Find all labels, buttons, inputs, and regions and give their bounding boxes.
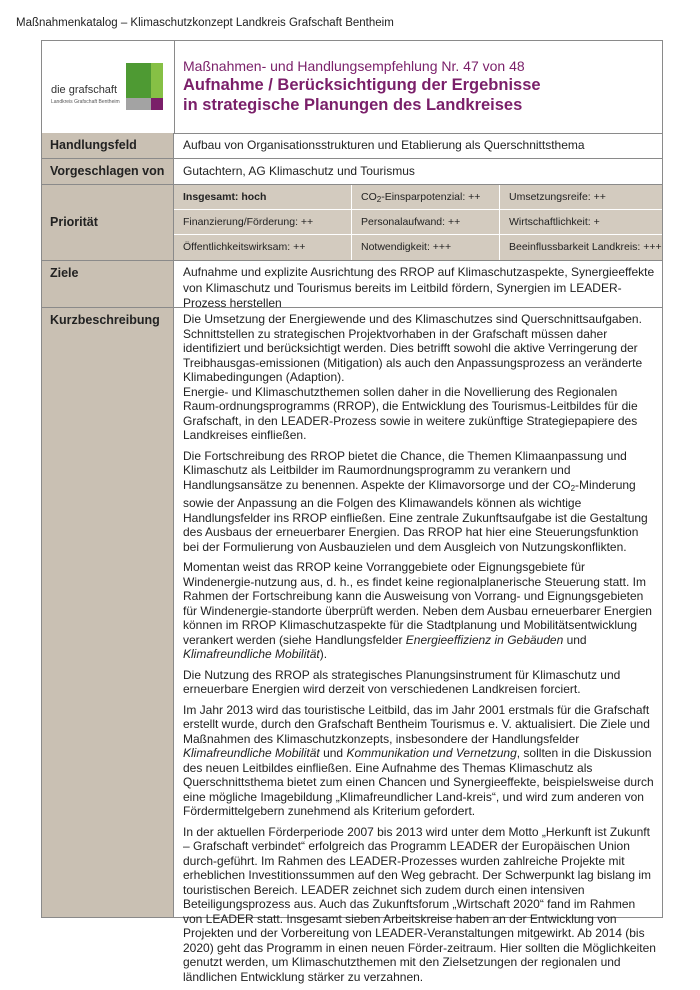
paragraph-text: Energie- und Klimaschutzthemen sollen daher in die Novellierung des Regionalen Raum-ordnungsprogramms (RROP), die Entwicklung des Tourismus-Leitbildes für die Grafschaft, in den LEADER-Prozess sowie in weitere zukünftige Strategiepapiere des Landkreises einfließen. [183, 384, 638, 442]
logo-square-green-light [151, 63, 163, 98]
paragraph-text: , sollten in die Diskussion des neuen Leitbildes einfließen. Eine Aufnahme des Themas Klimaschutz als Querschnittsthema bietet zum einen Chancen und Synergieeffekte, beispielsweise durch eine mögliche Imagebildung „Klimafreundlicher Land-kreis“, und wird zum anderen von Fördermittelgebern zunehmend als Kriterium gefordert. [183, 746, 654, 818]
label-prioritaet: Priorität [50, 215, 98, 229]
paragraph-text: und [563, 632, 587, 647]
paragraph-text: Im Jahr 2013 wird das touristische Leitbild, das im Jahr 2001 erstmals für die Grafschaft erstellt wurde, durch den Grafschaft Bentheim Tourismus e. V. aktualisiert. Die Ziele und Maßnahmen des Klimaschutzkonzepts, insbesondere der Handlungsfelder [183, 702, 650, 746]
paragraph-text: Die Nutzung des RROP als strategisches Planungsinstrument für Klimaschutz und erneuerbare Energien wird derzeit von verschiedenen Landkreisen forciert. [183, 667, 621, 696]
priority-co2 [352, 185, 500, 210]
priority-wirtschaftlichkeit: Wirtschaftlichkeit: + [500, 210, 662, 235]
priority-personalaufwand: Personalaufwand: ++ [352, 210, 500, 235]
value-handlungsfeld: Aufbau von Organisationsstrukturen und Etablierung als Querschnittsthema [183, 138, 585, 152]
page-title-line2: in strategische Planungen des Landkreises [183, 96, 523, 114]
page-header: Maßnahmenkatalog – Klimaschutzkonzept Landkreis Grafschaft Bentheim [16, 17, 394, 29]
priority-beeinflussbarkeit: Beeinflussbarkeit Landkreis: +++ [509, 241, 662, 253]
logo [42, 41, 175, 133]
heading [183, 58, 653, 115]
priority-grid [174, 185, 662, 260]
paragraph-text: Die Fortschreibung des RROP bietet die Chance, die Themen Klimaanpassung und Klimaschutz als Leitbilder im Raumordnungsprogramm zu verankern und Handlungsansätze zu benennen. Aspekte der Klimavorsorge und der CO [183, 448, 627, 492]
priority-notwendigkeit: Notwendigkeit: +++ [352, 235, 500, 260]
logo-subline: Landkreis Grafschaft Bentheim [51, 99, 120, 105]
co2-text: CO [361, 191, 377, 203]
row-ziele [42, 261, 662, 308]
label-cell [42, 133, 174, 158]
label-cell [42, 261, 174, 307]
description-body [183, 312, 656, 990]
row-kurzbeschreibung [42, 308, 662, 984]
value-vorgeschlagen: Gutachtern, AG Klimaschutz und Tourismus [183, 164, 415, 178]
emphasis: Klimafreundliche Mobilität [183, 647, 320, 661]
co2-subscript: 2 [570, 483, 576, 493]
paragraph [183, 703, 656, 819]
priority-oeffentlichkeit: Öffentlichkeitswirksam: ++ [174, 235, 352, 260]
emphasis: Energieeffizienz in Gebäuden [405, 632, 564, 647]
paragraph-text: ). [319, 647, 328, 661]
label-kurzbeschreibung: Kurzbeschreibung [50, 313, 160, 327]
row-prioritaet [42, 185, 662, 261]
priority-overall: Insgesamt: hoch [174, 185, 352, 210]
priority-finanzierung: Finanzierung/Förderung: ++ [174, 210, 352, 235]
co2-subscript: 2 [376, 195, 382, 204]
page-title-line1: Aufnahme / Berücksichtigung der Ergebnisse [183, 76, 541, 94]
logo-square-green-dark [126, 63, 151, 98]
paragraph [183, 668, 656, 697]
paragraph [183, 449, 656, 555]
label-ziele: Ziele [50, 266, 79, 280]
label-cell [42, 185, 174, 260]
measure-number: Maßnahmen- und Handlungsempfehlung Nr. 47 von 48 [183, 58, 525, 74]
value-ziele: Aufnahme und explizite Ausrichtung des RROP auf Klimaschutzaspekte, Synergieeffekte von Klimaschutz und Tourismus bereits im Leitbild fördern, Synergien im LEADER-Prozess herstellen [183, 265, 655, 310]
heading-row [42, 41, 662, 134]
paragraph [183, 825, 656, 985]
paragraph-text: In der aktuellen Förderperiode 2007 bis 2013 wird unter dem Motto „Herkunft ist Zukunft – Grafschaft verbindet“ erfolgreich das Programm LEADER der Europäischen Union durch-geführt. Im Rahmen des LEADER-Prozesses wurden zahlreiche Projekte mit erheblichen Investitionssummen auf den Weg gebracht. Der Schwerpunkt lag bislang im touristischen Bereich. LEADER zeichnet sich zudem durch einen intensiven Beteiligungsprozess aus. Auch das Zukunftsforum „Wirtschaft 2020“ fand im Rahmen von LEADER statt. Insgesamt sieben Arbeitskreise haben an der Entwicklung von Projekten und der Vorbereitung von LEADER-Veranstaltungen mitgewirkt. Ab 2014 (bis 2020) geht das Programm in einen neuen Förder-zeitraum. Hier sollten die Möglichkeiten genutzt werden, um Klimaschutzthemen mit den Zielsetzungen der regionalen und ländlichen Entwicklung stärker zu verzahnen. [183, 824, 656, 984]
paragraph-text: -Minderung sowie der Anpassung an die Folgen des Klimawandels können als wichtige Handlungsfelder ins RROP einfließen. Eine zentrale Zukunftsaufgabe ist die Gestaltung des Ausbaus der erneuerbarer Energien. Das RROP hat hier eine Steuerungsfunktion bei der Formulierung von Ausbauzielen und dem Ausgleich von Nutzungskonflikten. [183, 477, 648, 554]
logo-square-grey [126, 98, 151, 110]
paragraph [183, 560, 656, 662]
emphasis: Kommunikation und Vernetzung [346, 746, 517, 760]
priority-umsetzungsreife: Umsetzungsreife: ++ [500, 185, 662, 210]
row-handlungsfeld [42, 133, 662, 159]
label-handlungsfeld: Handlungsfeld [50, 138, 137, 152]
paragraph-text: Die Umsetzung der Energiewende und des Klimaschutzes sind Querschnittsaufgaben. Schnittstellen zu strategischen Projektvorhaben in der Grafschaft müssen daher identifiziert und berücksichtigt werden. Dies betrifft sowohl die aktive Verringerung der Treibhausgas-emissionen (Mitigation) als auch den Anpassungsprozess an veränderte Klimabedingungen (Adaption). [183, 312, 643, 384]
emphasis: Klimafreundliche Mobilität [183, 746, 320, 760]
paragraph-text: und [319, 746, 347, 760]
row-vorgeschlagen [42, 159, 662, 185]
label-vorgeschlagen: Vorgeschlagen von [50, 164, 165, 178]
logo-name: die grafschaft [51, 84, 118, 96]
label-cell [42, 159, 174, 184]
label-cell [42, 308, 174, 917]
paragraph [183, 312, 656, 443]
measure-sheet [41, 40, 663, 984]
logo-square-purple [151, 98, 163, 110]
paragraph-text: Momentan weist das RROP keine Vorranggebiete oder Eignungsgebiete für Windenergie-nutzung aus, d. h., es findet keine regionalplanerische Steuerung statt. Im Rahmen der Fortschreibung kann die Ausweisung von Vorrang- und Eignungsgebieten für Windenergie-standorte überprüft werden. Neben dem Ausbau erneuerbarer Energien können im RROP Klimaschutzaspekte für die Stadtplanung und Mobilitätsentwicklung verankert werden (siehe Handlungsfelder [183, 560, 652, 647]
co2-rating: -Einsparpotenzial: ++ [381, 191, 481, 203]
